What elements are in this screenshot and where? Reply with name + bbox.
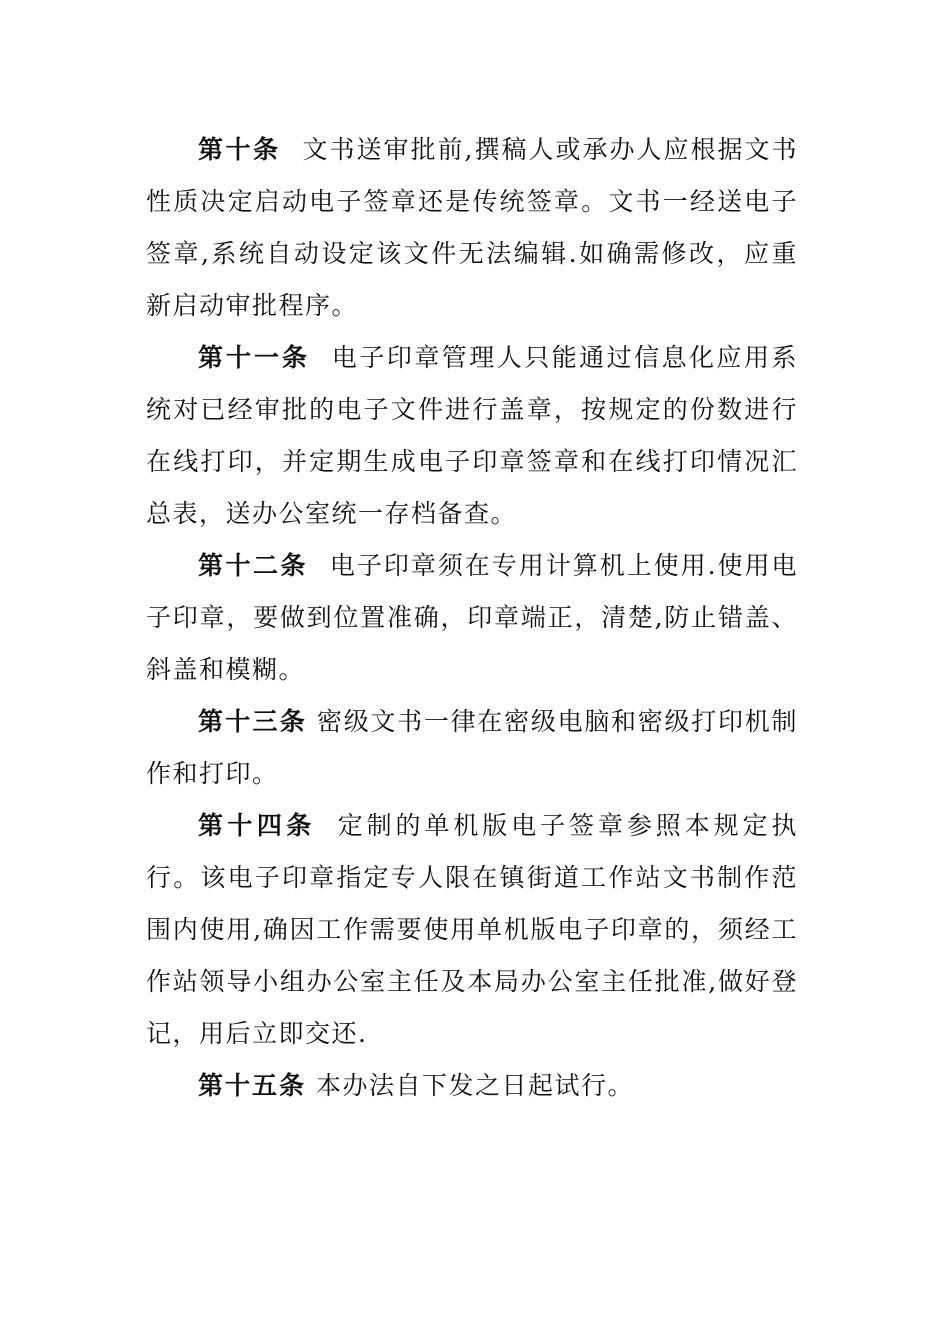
- article-number: 第十五条: [198, 1071, 307, 1100]
- article-11: [146, 332, 798, 540]
- article-number: 第十二条: [198, 551, 308, 580]
- article-text: 密级文书一律在密级电脑和密级打印机制作和打印。: [146, 707, 798, 788]
- article-13: [146, 696, 798, 800]
- article-text: 定制的单机版电子签章参照本规定执行。该电子印章指定专人限在镇街道工作站文书制作范围内使用,确因工作需要使用单机版电子印章的，须经工作站领导小组办公室主任及本局办公室主任批准,做好登记，用后立即交还.: [146, 811, 798, 1048]
- article-text: 文书送审批前,撰稿人或承办人应根据文书性质决定启动电子签章还是传统签章。文书一经送电子签章,系统自动设定该文件无法编辑.如确需修改，应重新启动审批程序。: [146, 135, 798, 320]
- article-number: 第十一条: [198, 343, 310, 372]
- article-text: 电子印章须在专用计算机上使用.使用电子印章，要做到位置准确，印章端正，清楚,防止错盖、斜盖和模糊。: [146, 551, 798, 684]
- document-body: [146, 124, 798, 1112]
- article-number: 第十条: [198, 135, 281, 164]
- article-15: [146, 1060, 798, 1112]
- article-12: [146, 540, 798, 696]
- article-10: [146, 124, 798, 332]
- article-14: [146, 800, 798, 1060]
- article-text: 电子印章管理人只能通过信息化应用系统对已经审批的电子文件进行盖章，按规定的份数进行在线打印，并定期生成电子印章签章和在线打印情况汇总表，送办公室统一存档备查。: [146, 343, 798, 528]
- article-number: 第十四条: [198, 811, 316, 840]
- article-text: 本办法自下发之日起试行。: [316, 1071, 635, 1100]
- article-number: 第十三条: [198, 707, 307, 736]
